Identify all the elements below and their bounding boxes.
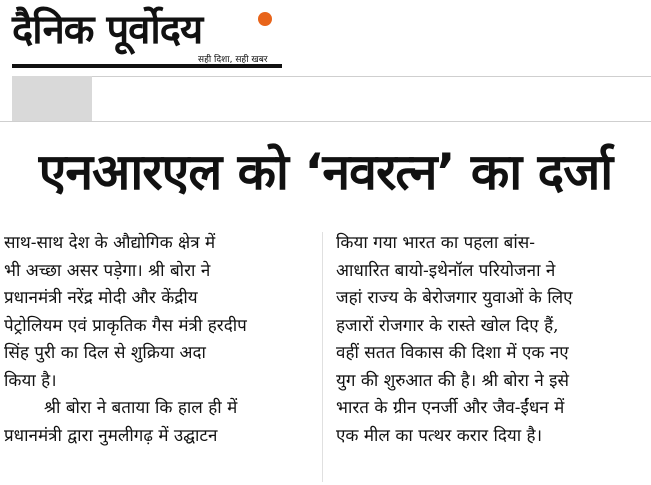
body-line: किया गया भारत का पहला बांस- bbox=[336, 233, 535, 253]
body-line: आधारित बायो-इथेनॉल परियोजना ने bbox=[336, 260, 556, 281]
body-line: किया है। bbox=[4, 370, 57, 391]
body-line: हजारों रोजगार के रास्ते खोल दिए हैं, bbox=[336, 315, 559, 336]
body-line: वहीं सतत विकास की दिशा में एक नए bbox=[336, 343, 569, 363]
masthead bbox=[0, 0, 651, 76]
header-grey-block bbox=[12, 76, 92, 122]
body-line: प्रधानमंत्री द्वारा नुमलीगढ़ में उद्घाटन bbox=[4, 425, 218, 446]
section-divider bbox=[0, 121, 651, 122]
body-line: युग की शुरुआत की है। श्री बोरा ने इसे bbox=[336, 370, 570, 391]
body-line: एक मील का पत्थर करार दिया है। bbox=[336, 425, 543, 446]
article-column-right bbox=[336, 230, 646, 450]
body-line: जहां राज्य के बेरोजगार युवाओं के लिए bbox=[336, 288, 573, 308]
masthead-tagline: सही दिशा, सही खबर bbox=[198, 55, 268, 65]
body-line: पेट्रोलियम एवं प्राकृतिक गैस मंत्री हरदीप bbox=[4, 315, 247, 336]
body-line: साथ-साथ देश के औद्योगिक क्षेत्र में bbox=[4, 233, 216, 253]
column-divider bbox=[322, 232, 323, 482]
body-line: सिंह पुरी का दिल से शुक्रिया अदा bbox=[4, 343, 206, 363]
article-column-left bbox=[4, 230, 314, 450]
header-divider bbox=[92, 76, 651, 77]
newspaper-logo: दैनिक पूर्वोदय bbox=[12, 7, 203, 53]
body-line: भारत के ग्रीन एनर्जी और जैव-ईंधन में bbox=[336, 398, 565, 418]
body-line: भी अच्छा असर पड़ेगा। श्री बोरा ने bbox=[4, 260, 211, 281]
article-headline: एनआरएल को ‘नवरत्न’ का दर्जा bbox=[38, 143, 613, 201]
body-line: श्री बोरा ने बताया कि हाल ही में bbox=[44, 398, 238, 418]
logo-dot-icon bbox=[258, 12, 272, 26]
body-line: प्रधानमंत्री नरेंद्र मोदी और केंद्रीय bbox=[4, 288, 198, 308]
